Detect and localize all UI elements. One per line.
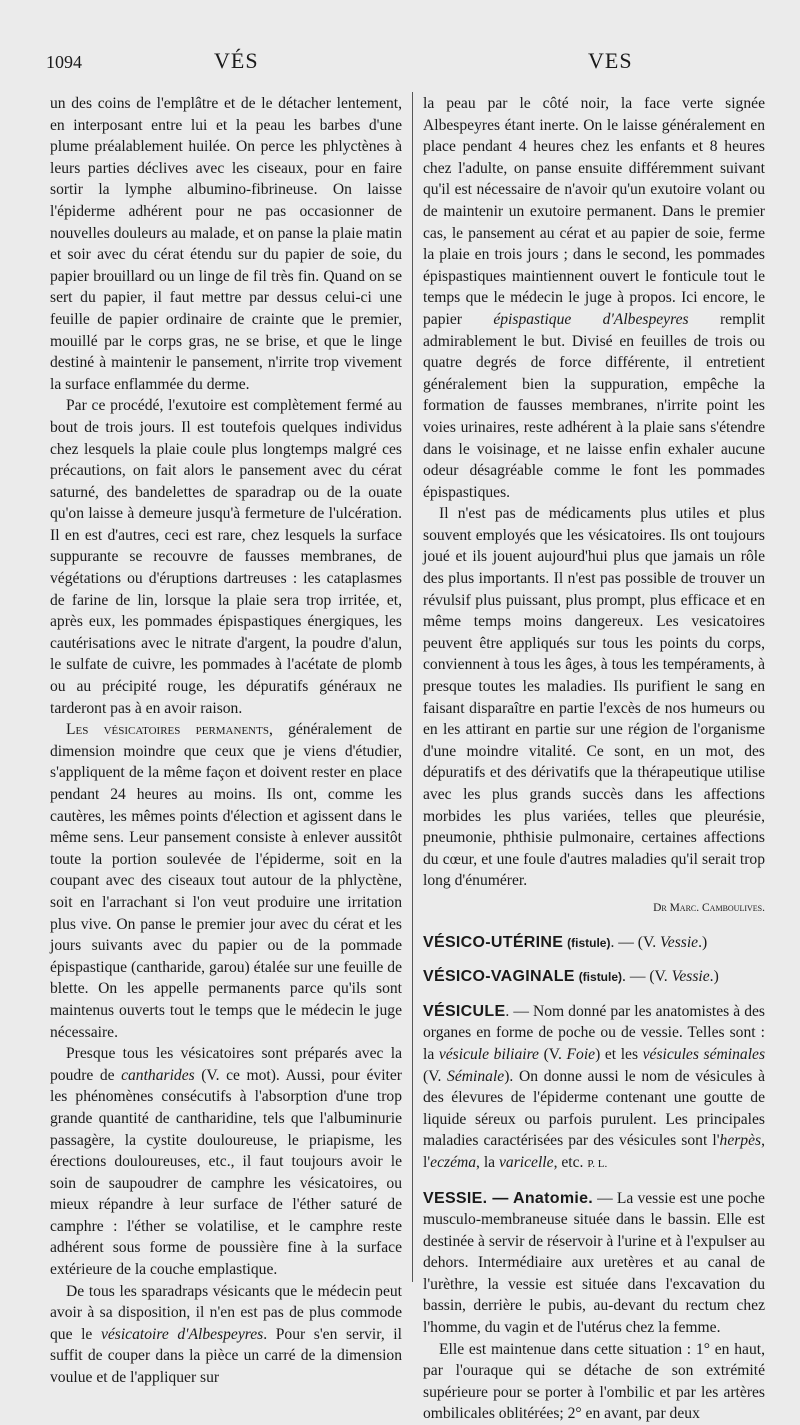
paragraph xyxy=(50,719,402,1043)
entry-text: . — (V. xyxy=(610,933,660,951)
right-column xyxy=(423,93,765,1425)
headword: VÉSICO-UTÉRINE xyxy=(423,933,564,951)
left-column xyxy=(50,93,402,1389)
entry-text: — La vessie est une poche musculo-membraneuse située dans le bassin. Elle est destinée à servir de réservoir à l'urine et à l'expulser au dehors. Intermédiaire aux uretères et au canal de l'urèthre, la vessie est située dans l'excavation du bassin, derrière le pubis, au-devant du rectum chez l'homme, du vagin et de l'utérus chez la femme. xyxy=(423,1189,765,1337)
term-italic: vésicatoire d'Albespeyres xyxy=(100,1325,264,1343)
entry-text: . — Nom donné par les anatomistes à des organes en forme de poche ou de vessie. Telles sont : la xyxy=(423,1002,765,1063)
term-small-caps: Les vésicatoires permanents xyxy=(66,721,269,739)
cross-reference: Vessie xyxy=(660,933,699,951)
paragraph-text: Presque tous les vésicatoires sont préparés avec la poudre de xyxy=(50,1045,402,1084)
running-head-left: VÉS xyxy=(214,48,259,73)
entry-text: (V. xyxy=(423,1067,448,1085)
term-italic: vésicules séminales xyxy=(642,1045,766,1063)
subheading: . — Anatomie. xyxy=(482,1189,594,1207)
entry-text: ). On donne aussi le nom de vésicules à des élevures de l'épiderme contenant une goutte de liquide séreux ou parfois purulent. Les principales maladies caractérisées par des vésicules sont l' xyxy=(423,1067,765,1150)
entry-vesico-uterine xyxy=(423,932,765,955)
entry-text: .) xyxy=(698,933,708,951)
paragraph: un des coins de l'emplâtre et de le détacher lentement, en interposant entre lui et la peau les barbes d'une plume préalablement huilée. On perce les phlyctènes à leurs parties déclives avec les ciseaux, pour en faire sortir la lymphe albumino-fibrineuse. On laisse l'épiderme adhérent pour ne pas occasionner de nouvelles douleurs au malade, et on panse la plaie matin et soir avec du cérat étendu sur du papier de soie, du papier brouillard ou un linge de fil très fin. Quand on se sert du papier, il faut mettre par dessus celui-ci une feuille de papier ordinaire de crainte que le premier, mouillé par le corps gras, ne se brise, et que le linge destiné à maintenir le pansement, n'irrite trop vivement la surface enflammée du derme. xyxy=(50,95,402,393)
cross-reference: Foie xyxy=(566,1045,596,1063)
running-head-right: VES xyxy=(588,48,633,73)
paragraph xyxy=(50,1043,402,1281)
cross-reference: Séminale xyxy=(447,1067,505,1085)
term-italic: herpès xyxy=(719,1132,762,1150)
paragraph xyxy=(423,93,765,503)
paragraph: Elle est maintenue dans cette situation : 1° en haut, par l'ouraque qui se détache de son extrémité supérieure pour se porter à l'ombilic et par les artères ombilicales oblitérées; 2° en avant, par deux xyxy=(423,1340,765,1423)
entry-vessie xyxy=(423,1188,765,1339)
paragraph-text: la peau par le côté noir, la face verte signée Albespeyres étant inerte. On le laisse généralement en place pendant 4 heures chez les enfants et 8 heures chez l'adulte, on panse ensuite différemment suivant qu'il est nécessaire de n'avoir qu'un exutoire volant ou de maintenir un exutoire permanent. Dans le premier cas, le pansement au cérat et au papier de soie, ferme la plaie en trois jours ; dans le second, les pommades épispastiques maintiennent ouvert le fonticule tout le temps que le médecin le juge à propos. Ici encore, le papier xyxy=(423,95,765,328)
author-signature: Dr Marc. Camboulives. xyxy=(653,901,765,914)
paragraph: Par ce procédé, l'exutoire est complètement fermé au bout de trois jours. Il est toutefois quelques individus chez lesquels la plaie coule plus longtemps malgré ces précautions, on fait alors le pansement avec du cérat saturné, des bandelettes de sparadrap ou de la ouate qu'on laisse à demeure jusqu'à fermeture de l'ulcération. Il en est d'autres, ceci est rare, chez lesquels la surface suppurante se recouvre de fausses membranes, de végétations ou d'éruptions dartreuses : les cataplasmes de farine de lin, lorsque la plaie sera trop irritée, et, après eux, les pommades épispastiques énergiques, les cautérisations avec le nitrate d'argent, la poudre d'alun, le sulfate de cuivre, les pommades à l'acétate de plomb ou au précipité rouge, les dépuratifs généraux ne tarderont pas à en avoir raison. xyxy=(50,397,402,717)
headword: VÉSICULE xyxy=(423,1002,506,1020)
entry-signature: P. L. xyxy=(587,1157,608,1170)
entry-text: , l' xyxy=(423,1132,765,1171)
paragraph: Il n'est pas de médicaments plus utiles et plus souvent employés que les vésicatoires. Ils ont toujours joué et ils jouent aujourd'hui plus que jamais un rôle des plus importants. Il n'est pas possible de trouver un révulsif plus puissant, plus prompt, plus efficace et en même temps moins dangereux. Les vesicatoires peuvent être appliqués sur tous les points du corps, conviennent à tous les âges, à tous les tempéraments, à presque toutes les maladies. Ils purifient le sang en faisant disparaître en partie l'excès de nos humeurs ou en les attirant en partie sur une région de l'organisme d'une moindre vitalité. Ce sont, en un mot, des dépuratifs et des dérivatifs que la thérapeutique utilise avec les plus grands succès dans les affections morbides les plus variées, telles que pleurésie, pneumonie, phthisie pulmonaire, certaines affections du cœur, et une foule d'autres maladies qu'il serait trop long d'énumérer. xyxy=(423,505,765,890)
entry-text: ) et les xyxy=(595,1045,643,1063)
page-number: 1094 xyxy=(46,52,82,72)
entry-text: .) xyxy=(709,968,719,986)
headword-note: (fistule) xyxy=(578,970,623,985)
cross-reference: Vessie xyxy=(671,968,710,986)
term-italic: eczéma xyxy=(430,1153,477,1171)
term-italic: cantharides xyxy=(121,1066,195,1084)
term-italic: épispastique d'Albespeyres xyxy=(493,310,689,328)
entry-text: , etc. xyxy=(553,1153,584,1171)
column-divider xyxy=(412,92,413,1282)
entry-text: , la xyxy=(476,1153,499,1171)
paragraph-text: De tous les sparadraps vésicants que le médecin peut avoir à sa disposition, il n'en est pas de plus commode que le xyxy=(50,1282,402,1343)
headword-note: (fistule) xyxy=(567,935,611,950)
paragraph-text: remplit admirablement le but. Divisé en feuilles de trois ou quatre degrés de force différente, il entretient généralement bien la suppuration, empêche la formation de fausses membranes, n'irrite point les voies urinaires, reste adhérent à la plaie sans s'étendre dans le voisinage, et ne laisse enfin exhaler aucune odeur désagréable comme le font les pommades épispastiques. xyxy=(423,310,765,501)
headword: VESSIE xyxy=(423,1189,483,1207)
entry-vesicule xyxy=(423,1001,765,1176)
paragraph-text: . Pour s'en servir, il suffit de couper dans la pièce un carré de la dimension voulue et de l'appliquer sur xyxy=(50,1325,402,1387)
paragraph-text: (V. ce mot). Aussi, pour éviter les phénomènes consécutifs à l'absorption d'une trop grande quantité de cantharidine, tels que l'albuminurie passagère, la cystite douloureuse, le priapisme, les érections douloureuses, etc., il faut toujours avoir le soin de saupoudrer de camphre les vésicatoires, ou mieux répandre à leur surface de l'éther saturé de camphre : l'éther se volatilise, et le camphre reste adhérent sous forme de poussière fine à la surface extérieure de la couche emplastique. xyxy=(50,1066,402,1279)
paragraph-text: , généralement de dimension moindre que ceux que je viens d'étudier, s'appliquent de la même façon et doivent rester en place pendant 24 heures au moins. Ils ont, comme les cautères, les mêmes points d'élection et agissent dans le même sens. Leur pansement consiste à enlever aussitôt toute la portion soulevée de l'épiderme, soit en la coupant avec des ciseaux tout autour de la phlyctène, soit en l'arrachant si l'on veut produire une irritation plus vive. On panse le premier jour avec du cérat et les jours suivants avec du papier ou de la pommade épispastique (cantharide, garou) étalée sur une feuille de blette. On les appelle permanents parce qu'ils sont maintenus ouverts tout le temps que le médecin le juge nécessaire. xyxy=(50,721,402,1041)
entry-text: . — (V. xyxy=(622,968,672,986)
term-italic: vésicule biliaire xyxy=(438,1045,539,1063)
page-header xyxy=(0,46,800,80)
term-italic: varicelle xyxy=(499,1153,554,1171)
headword: VÉSICO-VAGINALE xyxy=(423,968,575,986)
entry-vesico-vaginale xyxy=(423,966,765,989)
entry-text: (V. xyxy=(538,1045,567,1063)
